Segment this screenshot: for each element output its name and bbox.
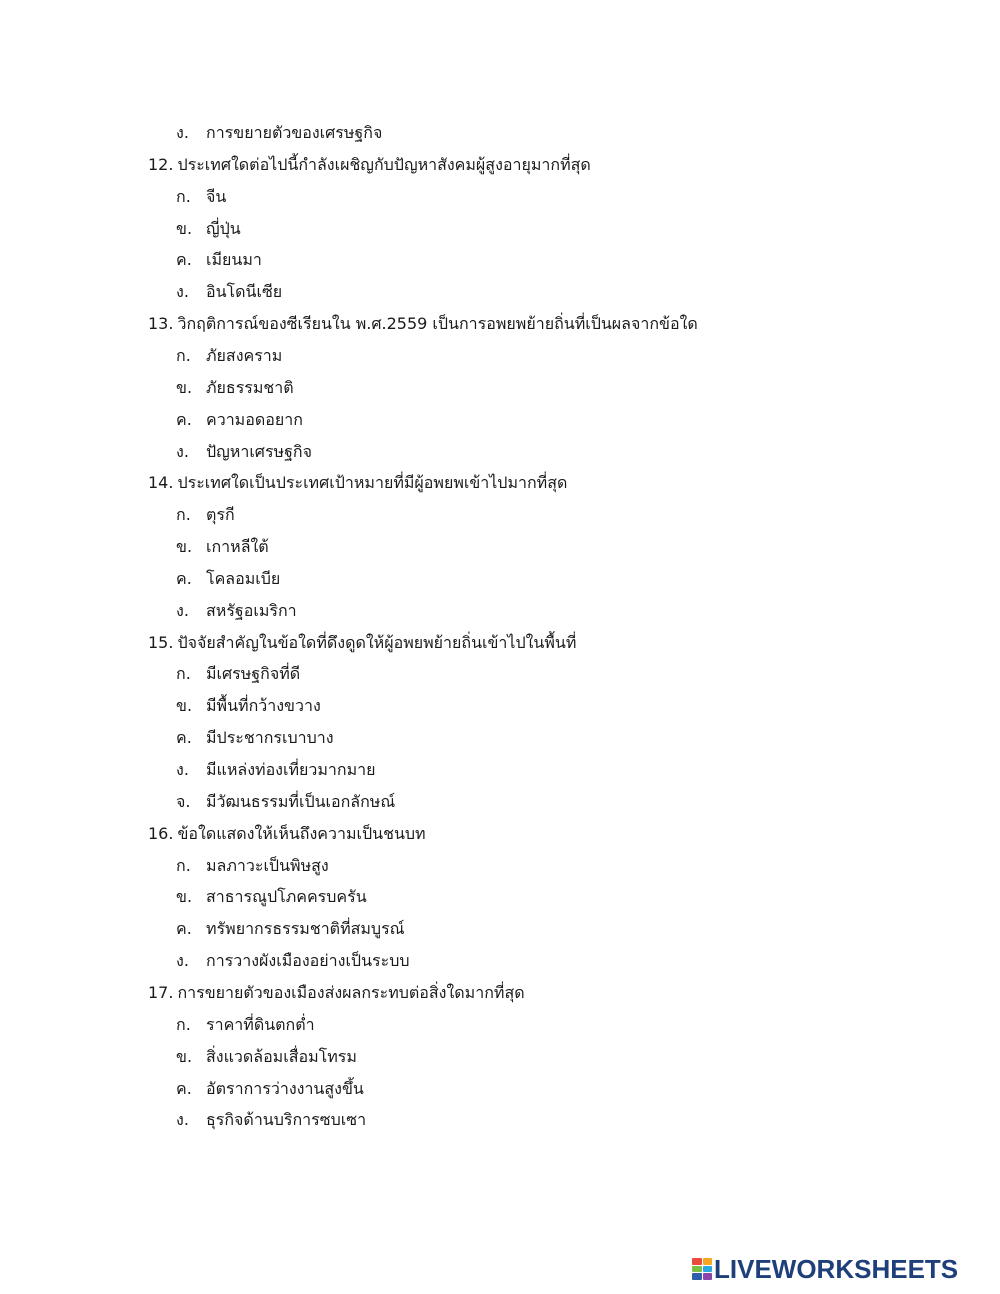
choice-letter: ข.: [176, 1047, 193, 1066]
choice-text: ภัยสงคราม: [206, 346, 283, 365]
choice-text: อินโดนีเซีย: [206, 282, 283, 301]
choice-text: ตุรกี: [206, 505, 235, 524]
choice-letter: ข.: [176, 696, 193, 715]
choice-item: [176, 886, 367, 908]
choice-text: มลภาวะเป็นพิษสูง: [206, 856, 329, 875]
question-item: [148, 982, 525, 1004]
choice-item: [176, 918, 405, 940]
choice-item: [176, 1109, 366, 1131]
logo-tile: [703, 1258, 713, 1265]
question-text: ข้อใดแสดงให้เห็นถึงความเป็นชนบท: [177, 824, 426, 843]
choice-letter: ก.: [176, 187, 191, 206]
choice-item: [176, 1046, 357, 1068]
choice-letter: ค.: [176, 728, 192, 747]
choice-text: การวางผังเมืองอย่างเป็นระบบ: [206, 951, 410, 970]
question-item: [148, 823, 426, 845]
choice-letter: ง.: [176, 442, 189, 461]
choice-text: การขยายตัวของเศรษฐกิจ: [206, 123, 383, 142]
choice-item: [176, 855, 329, 877]
choice-letter: ข.: [176, 887, 193, 906]
choice-letter: ข.: [176, 219, 193, 238]
choice-text: สิ่งแวดล้อมเสื่อมโทรม: [206, 1047, 357, 1066]
choice-item: [176, 1014, 315, 1036]
choice-item: [176, 281, 282, 303]
question-item: [148, 472, 567, 494]
logo-tile: [703, 1266, 713, 1273]
choice-item: [176, 218, 241, 240]
choice-letter: ก.: [176, 505, 191, 524]
choice-letter: ค.: [176, 1079, 192, 1098]
logo-tile: [692, 1258, 702, 1265]
question-number: 14.: [148, 473, 174, 492]
choice-text: มีประชากรเบาบาง: [206, 728, 334, 747]
choice-letter: ค.: [176, 250, 192, 269]
question-number: 17.: [148, 983, 174, 1002]
logo-tile: [692, 1266, 702, 1273]
choice-letter: ก.: [176, 664, 191, 683]
choice-text: เกาหลีใต้: [206, 537, 269, 556]
choice-item: [176, 186, 226, 208]
choice-text: ปัญหาเศรษฐกิจ: [206, 442, 312, 461]
choice-item: [176, 122, 382, 144]
question-item: [148, 632, 576, 654]
choice-text: เมียนมา: [206, 250, 262, 269]
choice-text: สหรัฐอเมริกา: [206, 601, 297, 620]
choice-letter: ง.: [176, 760, 189, 779]
question-text: ประเทศใดต่อไปนี้กำลังเผชิญกับปัญหาสังคมผู้สูงอายุมากที่สุด: [177, 155, 591, 174]
question-item: [148, 154, 591, 176]
question-text: ประเทศใดเป็นประเทศเป้าหมายที่มีผู้อพยพเข้าไปมากที่สุด: [177, 473, 568, 492]
choice-text: จีน: [206, 187, 227, 206]
choice-item: [176, 695, 321, 717]
choice-letter: ข.: [176, 378, 193, 397]
choice-text: ราคาที่ดินตกต่ำ: [206, 1015, 315, 1034]
choice-item: [176, 441, 312, 463]
question-text: การขยายตัวของเมืองส่งผลกระทบต่อสิ่งใดมากที่สุด: [177, 983, 525, 1002]
question-text: วิกฤติการณ์ของซีเรียนใน พ.ศ.2559 เป็นการอพยพย้ายถิ่นที่เป็นผลจากข้อใด: [177, 314, 698, 333]
choice-text: มีเศรษฐกิจที่ดี: [206, 664, 301, 683]
choice-letter: ง.: [176, 282, 189, 301]
choice-letter: ง.: [176, 951, 189, 970]
logo-text: LIVEWORKSHEETS: [714, 1253, 959, 1284]
choice-letter: ค.: [176, 569, 192, 588]
choice-item: [176, 409, 303, 431]
choice-item: [176, 791, 395, 813]
choice-item: [176, 504, 235, 526]
choice-text: ทรัพยากรธรรมชาติที่สมบูรณ์: [206, 919, 405, 938]
choice-text: อัตราการว่างงานสูงขึ้น: [206, 1079, 364, 1098]
choice-item: [176, 249, 262, 271]
choice-letter: ง.: [176, 123, 189, 142]
question-item: [148, 313, 698, 335]
choice-item: [176, 1078, 364, 1100]
choice-text: ความอดอยาก: [206, 410, 303, 429]
choice-item: [176, 727, 334, 749]
choice-item: [176, 568, 280, 590]
choice-letter: ง.: [176, 601, 189, 620]
choice-text: มีวัฒนธรรมที่เป็นเอกลักษณ์: [206, 792, 396, 811]
question-number: 15.: [148, 633, 174, 652]
choice-letter: ก.: [176, 1015, 191, 1034]
choice-item: [176, 536, 269, 558]
choice-text: โคลอมเบีย: [206, 569, 281, 588]
choice-text: มีแหล่งท่องเที่ยวมากมาย: [206, 760, 376, 779]
liveworksheets-logo: [692, 1254, 958, 1284]
choice-letter: ข.: [176, 537, 193, 556]
choice-text: มีพื้นที่กว้างขวาง: [206, 696, 321, 715]
choice-text: ธุรกิจด้านบริการซบเซา: [206, 1110, 367, 1129]
logo-tile: [703, 1273, 713, 1280]
question-number: 12.: [148, 155, 174, 174]
choice-item: [176, 377, 294, 399]
choice-letter: จ.: [176, 792, 191, 811]
choice-letter: ค.: [176, 410, 192, 429]
choice-item: [176, 950, 410, 972]
question-number: 13.: [148, 314, 174, 333]
liveworksheets-logo-icon: [692, 1258, 712, 1280]
choice-text: ภัยธรรมชาติ: [206, 378, 294, 397]
choice-item: [176, 345, 282, 367]
choice-letter: ง.: [176, 1110, 189, 1129]
choice-letter: ค.: [176, 919, 192, 938]
choice-letter: ก.: [176, 346, 191, 365]
question-text: ปัจจัยสำคัญในข้อใดที่ดึงดูดให้ผู้อพยพย้ายถิ่นเข้าไปในพื้นที่: [177, 633, 577, 652]
choice-letter: ก.: [176, 856, 191, 875]
question-number: 16.: [148, 824, 174, 843]
choice-item: [176, 600, 297, 622]
choice-text: สาธารณูปโภคครบครัน: [206, 887, 367, 906]
choice-text: ญี่ปุ่น: [206, 219, 241, 238]
choice-item: [176, 759, 376, 781]
logo-tile: [692, 1273, 702, 1280]
choice-item: [176, 663, 300, 685]
